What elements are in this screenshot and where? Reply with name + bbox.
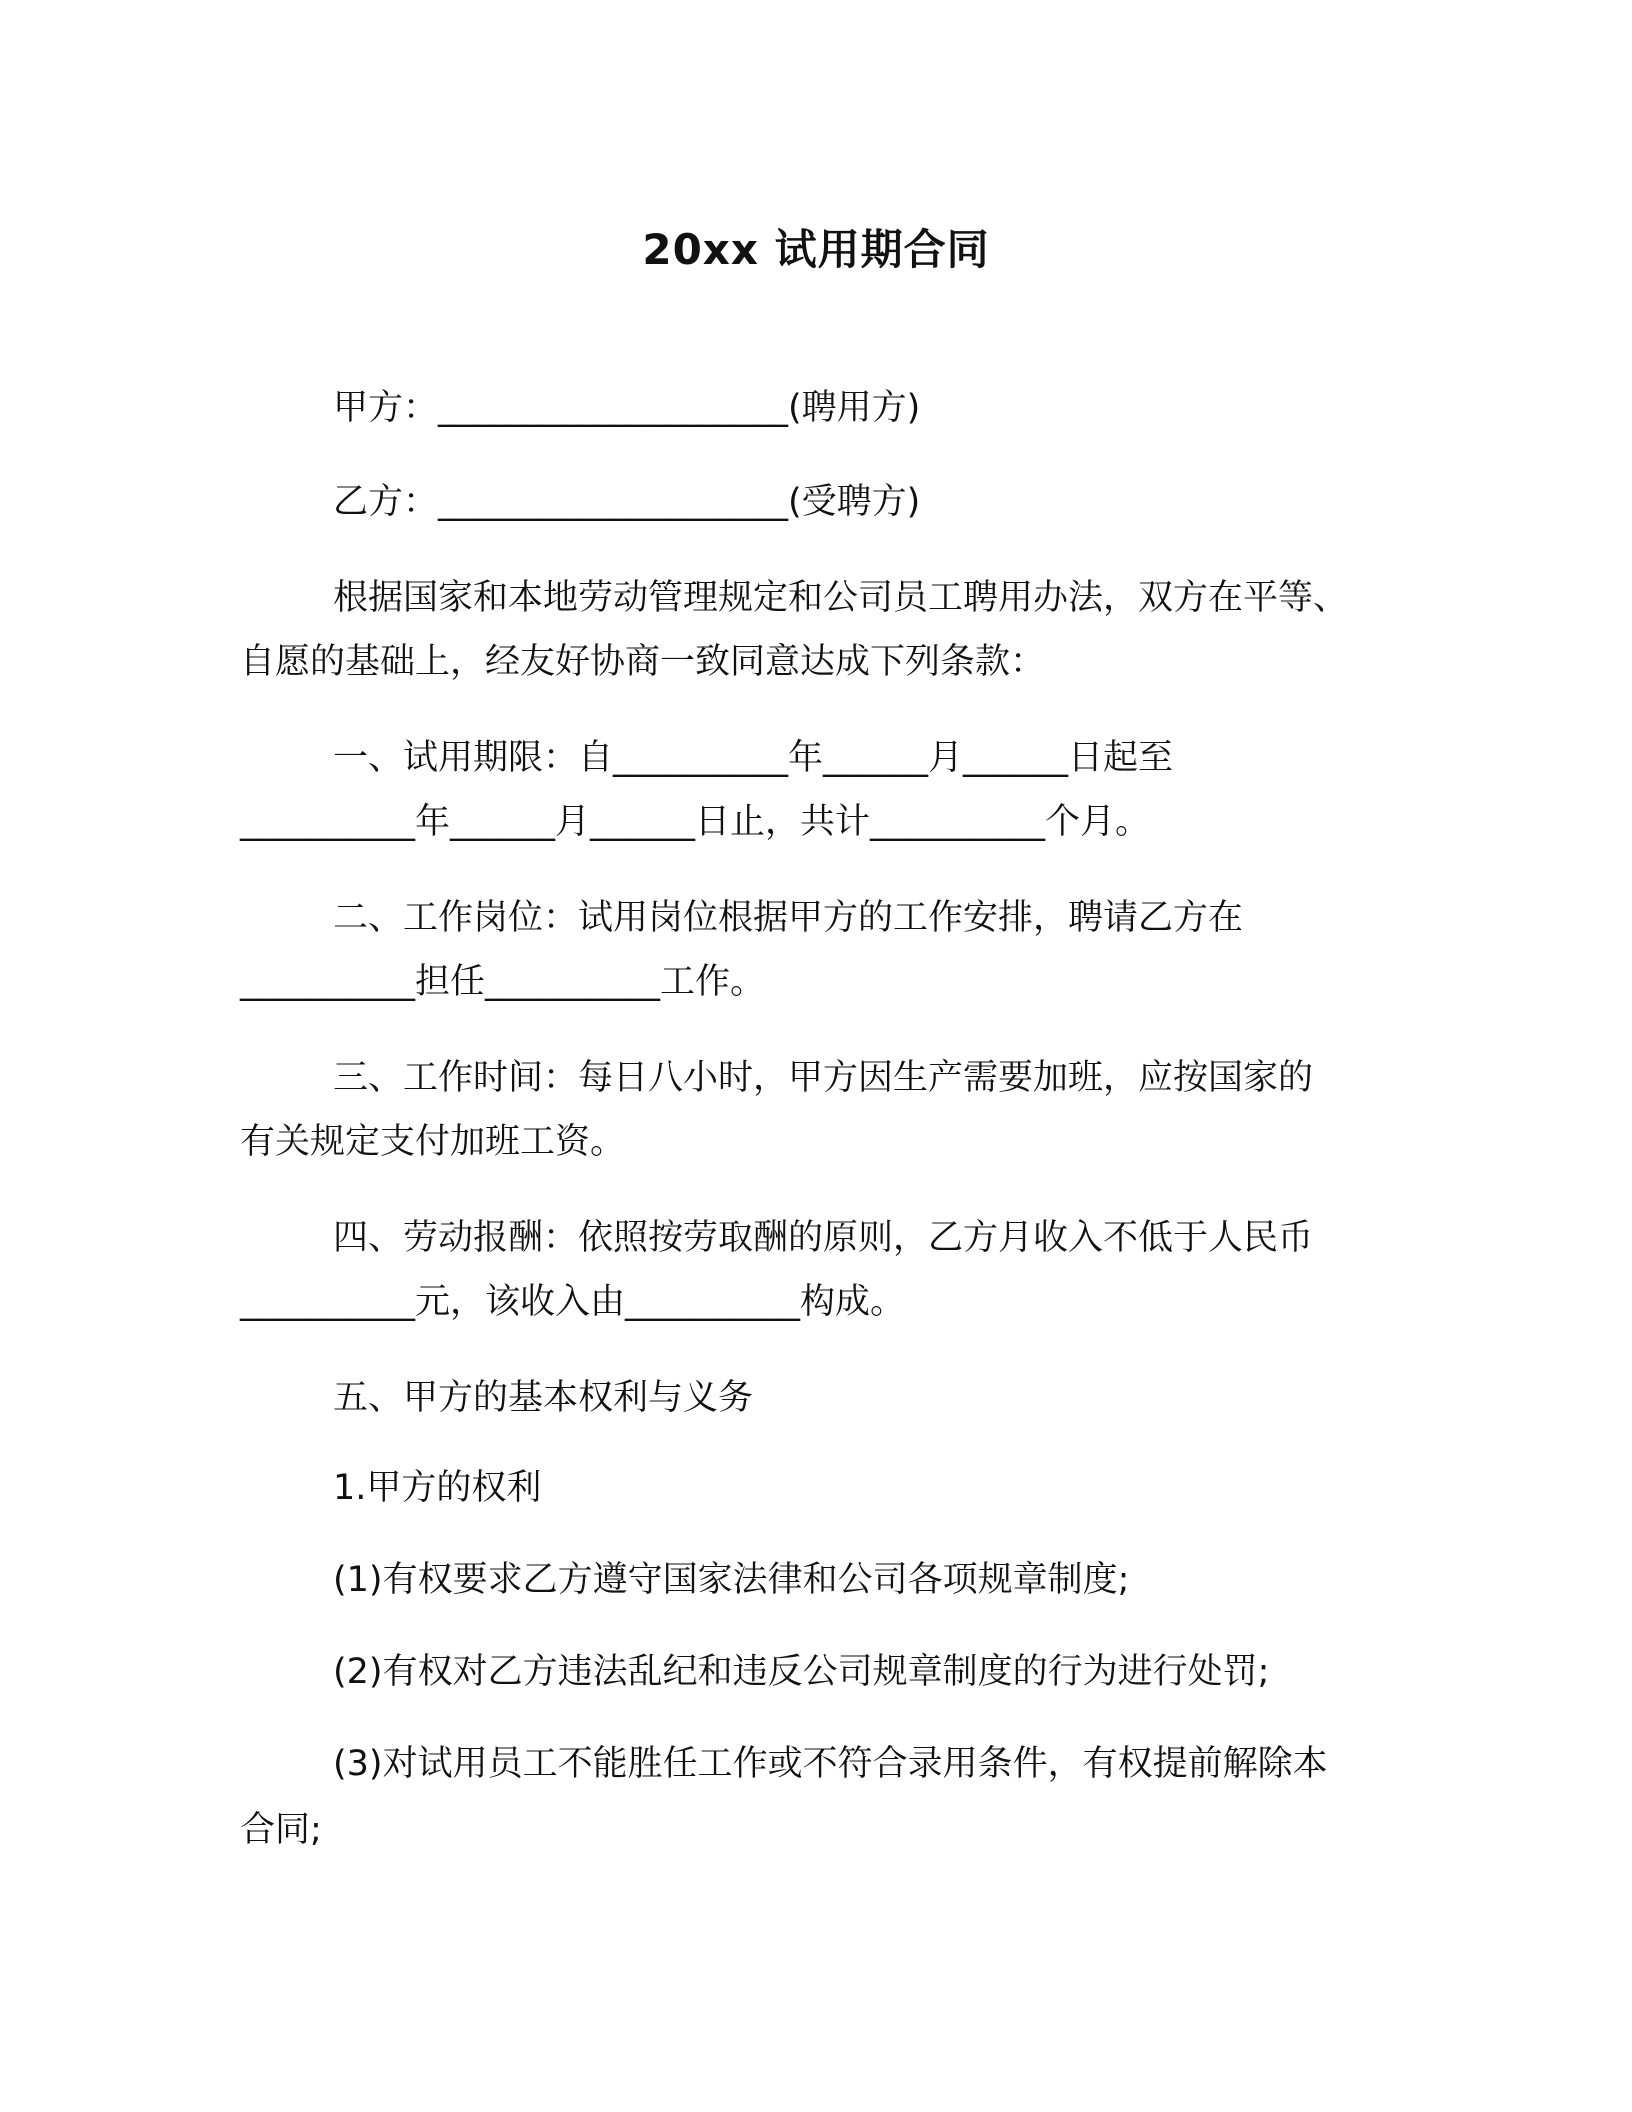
clause-4-line-2: __________元，该收入由__________构成。: [240, 1282, 906, 1322]
clause-5-1-heading: 1.甲方的权利: [333, 1468, 542, 1508]
preamble-line-2: 自愿的基础上，经友好协商一致同意达成下列条款：: [240, 642, 1046, 682]
clause-5-1-item-3-line-2: 合同;: [240, 1810, 322, 1850]
clause-5-1-item-3-line-1: (3)对试用员工不能胜任工作或不符合录用条件，有权提前解除本: [333, 1744, 1328, 1784]
party-a-line: 甲方：____________________(聘用方): [333, 388, 921, 428]
clause-2-line-2: __________担任__________工作。: [240, 962, 766, 1002]
document-title: 20xx 试用期合同: [642, 225, 990, 274]
clause-3-line-1: 三、工作时间：每日八小时，甲方因生产需要加班，应按国家的: [333, 1058, 1314, 1098]
clause-5-1-item-2: (2)有权对乙方违法乱纪和违反公司规章制度的行为进行处罚;: [333, 1652, 1270, 1692]
preamble-line-1: 根据国家和本地劳动管理规定和公司员工聘用办法，双方在平等、: [333, 578, 1349, 618]
clause-1-line-2: __________年______月______日止，共计__________个月。: [240, 802, 1151, 842]
clause-2-line-1: 二、工作岗位：试用岗位根据甲方的工作安排，聘请乙方在: [333, 898, 1244, 938]
party-b-line: 乙方：____________________(受聘方): [333, 482, 921, 522]
clause-3-line-2: 有关规定支付加班工资。: [240, 1122, 626, 1162]
clause-5-heading: 五、甲方的基本权利与义务: [333, 1378, 754, 1418]
clause-1-line-1: 一、试用期限：自__________年______月______日起至: [333, 738, 1174, 778]
clause-5-1-item-1: (1)有权要求乙方遵守国家法律和公司各项规章制度;: [333, 1560, 1130, 1600]
clause-4-line-1: 四、劳动报酬：依照按劳取酬的原则，乙方月收入不低于人民币: [333, 1218, 1314, 1258]
